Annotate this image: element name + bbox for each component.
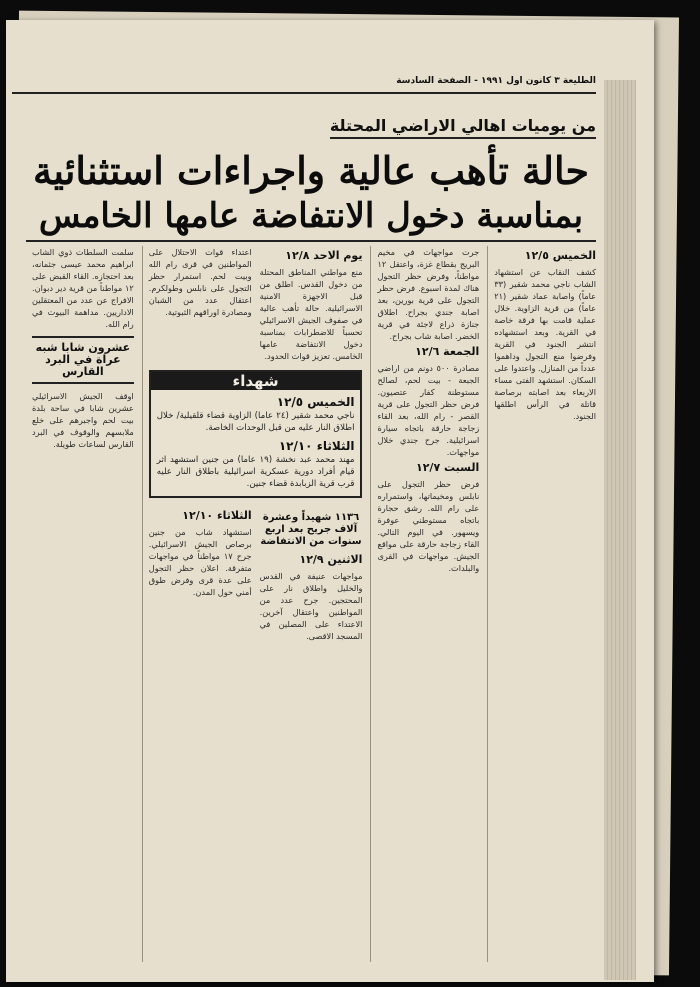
martyrs-day-1: الخميس ١٢/٥ bbox=[276, 395, 355, 409]
article-columns bbox=[26, 246, 596, 962]
column-1-heading: الخميس ١٢/٥ bbox=[524, 249, 596, 262]
sidebar-title: عشرون شابا شبه عراة في البرد القارس bbox=[32, 336, 134, 384]
column-2 bbox=[370, 246, 479, 962]
column-3-text-2: مواجهات عنيفة في القدس والخليل واطلاق نار على المحتجين. جرح عدد من المواطنين واعتقال آخرين. الاعتداء على المصلين في المسجد الاقصى. bbox=[259, 571, 363, 641]
column-1-text: كشف النقاب عن استشهاد الشاب ناجي محمد شقير (٣٣ عاماً) واصابة عماد شقير (٢١ عاماً) من قرية الزاوية. خلال عملية قامت بها فرقة خاصة في القرية. وبعد استشهاده انتشر الجنود في القرية وفرضوا منع التجول وداهموا عدداً من المنازل. واعتدوا على السكان. استشهد الفتى مساء الاربعاء بعد اصابته برصاصة قاتلة في الرأس اطلقها الجنود. bbox=[494, 267, 596, 421]
kicker: من يوميات اهالي الاراضي المحتلة bbox=[330, 116, 596, 139]
casualty-box-title: ١١٣٦ شهيداً وعشرة آلاف جريح بعد اربع سنوات من الانتفاضة bbox=[260, 512, 362, 547]
column-5-text-2: اوقف الجيش الاسرائيلي عشرين شابا في ساحة بلدة بيت لحم واجبرهم على خلع ملابسهم والوقوف في البرد القارس لساعات طويلة. bbox=[32, 391, 134, 449]
column-3 bbox=[260, 246, 363, 362]
column-4-text-2: استشهاد شاب من جنين برصاص الجيش الاسرائيلي. جرح ١٧ مواطناً في مواجهات متفرقة. اعلان حظر التجول على عدة قرى وفرض طوق أمني حول المدن. bbox=[148, 527, 252, 597]
column-3-heading: يوم الاحد ١٢/٨ bbox=[285, 249, 363, 262]
column-4-text: اعتداء قوات الاحتلال على المواطنين في قرى رام الله وبيت لحم. استمرار حظر التجول على نابلس وطولكرم. اعتقال عدد من الشبان ومصادرة اوراقهم الثبوتية. bbox=[148, 247, 252, 317]
martyrs-text-2: مهند محمد عبد نخشة (١٩ عاما) من جنين استشهد اثر قيام أفراد دورية عسكرية اسرائيلية باطلاق النار عليه قرب قرية الزبابدة قضاء جنين. bbox=[156, 455, 355, 489]
column-1 bbox=[487, 246, 596, 962]
column-4-lower bbox=[149, 506, 252, 642]
column-2-text-2: مصادرة ٥٠٠ دونم من اراضي الجبعة - بيت لحم، لصالح مستوطنة كفار عتصيون. فرض حظر التجول على قرية القصر - رام الله، بعد القاء زجاجة حارقة باتجاه سيارة اسرائيلية. جرح جندي خلال مواجهات. bbox=[377, 363, 480, 457]
column-2-heading-2: السبت ١٢/٧ bbox=[416, 461, 480, 474]
martyrs-text-1: ناجي محمد شقير (٢٤ عاما) الزاوية قضاء قلقيلية/ خلال اطلاق النار عليه من قبل الوحدات الخاصة. bbox=[156, 411, 355, 433]
headline-line-2: بمناسبة دخول الانتفاضة عامها الخامس bbox=[38, 196, 584, 236]
newspaper-page bbox=[6, 20, 654, 982]
upper-split bbox=[149, 246, 363, 362]
martyrs-box bbox=[149, 370, 363, 498]
column-3-4-wrapper bbox=[142, 246, 363, 962]
martyrs-day-2: الثلاثاء ١٢/١٠ bbox=[278, 439, 355, 453]
column-3-lower bbox=[260, 506, 363, 642]
masthead-bar bbox=[12, 76, 596, 94]
column-2-text-3: فرض حظر التجول على نابلس ومخيماتها، واستمراره على رام الله. رشق حجارة باتجاه مستوطني عوفرة ويسهور. في اليوم التالي. القاء زجاجة حارقة على مواقع الجيش. مواجهات في القرى والبلدات. bbox=[377, 479, 480, 573]
martyrs-title: شهداء bbox=[151, 372, 361, 390]
masthead: الطليعة ٣ كانون اول ١٩٩١ - الصفحة السادسة bbox=[396, 76, 596, 86]
column-2-heading: الجمعة ١٢/٦ bbox=[415, 345, 480, 358]
column-2-text: جرت مواجهات في مخيم البريج بقطاع غزة، واعتقل ١٢ مواطناً، وفرض حظر التجول هناك لمدة اسبوع. فرض حظر التجول على قرية بورين، بعد اصابة جندي بجراح. اطلاق جنازة ذراع لاجئة في قرية الخضر. اصابة شاب بجراح. bbox=[377, 247, 480, 341]
lower-split bbox=[149, 506, 363, 642]
column-3-text: منع مواطني المناطق المحتلة من دخول القدس. اطلق من قبل الاجهزة الامنية الاسرائيلية. حالة تأهب عالية في صفوف الجيش الاسرائيلي تحسباً للاضطرابات بمناسبة دخول الانتفاضة عامها الخامس. تعزيز قوات الحدود. bbox=[259, 267, 363, 361]
column-5-text: سلمت السلطات ذوي الشاب ابراهيم محمد عيسى جثمانه، بعد احتجازه. القاء القبض على ١٢ مواطناً من قرية دير دبوان. الافراج عن عدد من المعتقلين الاداريين. مداهمة البيوت في رام الله. bbox=[32, 247, 134, 329]
column-3-heading-2: الاثنين ١٢/٩ bbox=[299, 553, 363, 566]
column-4 bbox=[149, 246, 252, 362]
column-4-heading: الثلاثاء ١٢/١٠ bbox=[182, 509, 252, 522]
page-edges bbox=[604, 80, 636, 980]
headline-rule bbox=[26, 240, 596, 242]
column-5 bbox=[26, 246, 134, 962]
headline-line-1: حالة تأهب عالية واجراءات استثنائية bbox=[32, 148, 590, 193]
